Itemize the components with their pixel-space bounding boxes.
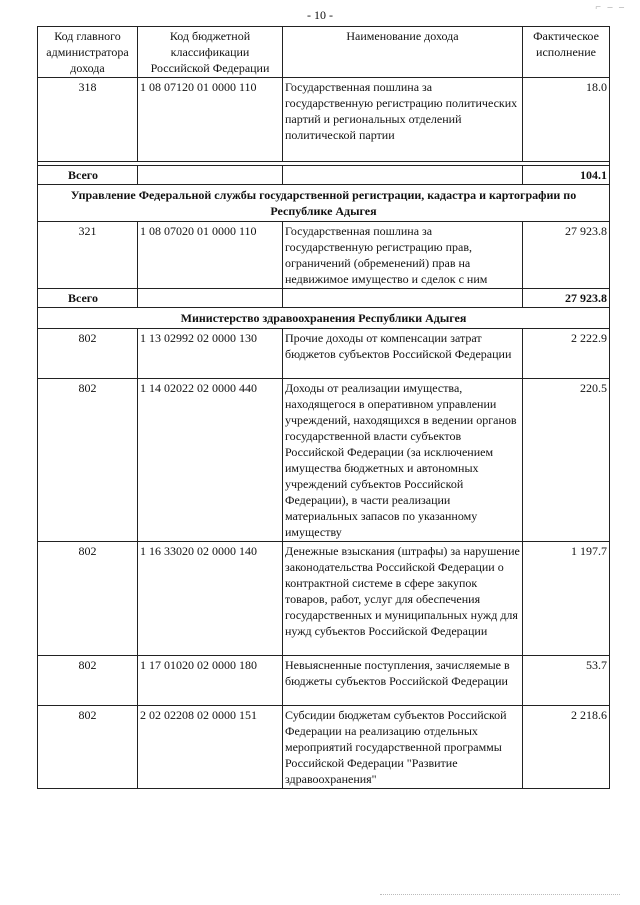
section-heading-row <box>38 185 610 222</box>
section-title: Министерство здравоохранения Республики Адыгея <box>38 308 610 329</box>
table-row <box>38 222 610 289</box>
table-header-row <box>38 27 610 78</box>
header-admin-code: Код главного администратора дохода <box>38 27 138 78</box>
budget-code-cell: 1 17 01020 02 0000 180 <box>138 656 283 706</box>
admin-code-cell: 802 <box>38 379 138 542</box>
budget-code-cell: 1 13 02992 02 0000 130 <box>138 329 283 379</box>
total-row <box>38 289 610 308</box>
admin-code-cell: 802 <box>38 656 138 706</box>
amount-cell: 18.0 <box>523 78 610 162</box>
income-table <box>37 26 610 789</box>
amount-cell: 53.7 <box>523 656 610 706</box>
header-budget-code: Код бюджетной классификации Российской Федерации <box>138 27 283 78</box>
admin-code-cell: 318 <box>38 78 138 162</box>
empty-cell <box>138 289 283 308</box>
admin-code-cell: 321 <box>38 222 138 289</box>
header-actual: Фактическое исполнение <box>523 27 610 78</box>
table-row <box>38 542 610 656</box>
amount-cell: 2 218.6 <box>523 706 610 789</box>
total-label: Всего <box>38 289 138 308</box>
table-row <box>38 379 610 542</box>
empty-cell <box>283 166 523 185</box>
scan-artifact <box>380 894 620 899</box>
total-row <box>38 166 610 185</box>
income-name-cell: Государственная пошлина за государственную регистрацию политических партий и региональных отделений политической партии <box>283 78 523 162</box>
total-label: Всего <box>38 166 138 185</box>
section-heading-row <box>38 308 610 329</box>
budget-code-cell: 1 08 07020 01 0000 110 <box>138 222 283 289</box>
budget-code-cell: 1 08 07120 01 0000 110 <box>138 78 283 162</box>
income-name-cell: Невыясненные поступления, зачисляемые в бюджеты субъектов Российской Федерации <box>283 656 523 706</box>
table-row <box>38 329 610 379</box>
empty-cell <box>283 289 523 308</box>
income-name-cell: Денежные взыскания (штрафы) за нарушение законодательства Российской Федерации о контрактной системе в сфере закупок товаров, работ, услуг для обеспечения государственных и муниципальных нужд для нужд субъектов Российской Федерации <box>283 542 523 656</box>
corner-mark: ⌐ ‒ ‒ <box>595 2 626 13</box>
section-title: Управление Федеральной службы государственной регистрации, кадастра и картографии по Республике Адыгея <box>38 185 610 222</box>
table-row <box>38 706 610 789</box>
header-income-name: Наименование дохода <box>283 27 523 78</box>
amount-cell: 27 923.8 <box>523 222 610 289</box>
empty-cell <box>138 166 283 185</box>
budget-code-cell: 1 14 02022 02 0000 440 <box>138 379 283 542</box>
income-name-cell: Субсидии бюджетам субъектов Российской Федерации на реализацию отдельных мероприятий государственной программы Российской Федерации "Развитие здравоохранения" <box>283 706 523 789</box>
admin-code-cell: 802 <box>38 542 138 656</box>
amount-cell: 1 197.7 <box>523 542 610 656</box>
income-name-cell: Государственная пошлина за государственную регистрацию прав, ограничений (обременений) прав на недвижимое имущество и сделок с ним <box>283 222 523 289</box>
admin-code-cell: 802 <box>38 329 138 379</box>
table-row <box>38 78 610 162</box>
table-row <box>38 656 610 706</box>
income-name-cell: Прочие доходы от компенсации затрат бюджетов субъектов Российской Федерации <box>283 329 523 379</box>
page-number: - 10 - <box>307 8 333 22</box>
total-amount: 27 923.8 <box>523 289 610 308</box>
admin-code-cell: 802 <box>38 706 138 789</box>
total-amount: 104.1 <box>523 166 610 185</box>
amount-cell: 220.5 <box>523 379 610 542</box>
amount-cell: 2 222.9 <box>523 329 610 379</box>
budget-code-cell: 1 16 33020 02 0000 140 <box>138 542 283 656</box>
income-name-cell: Доходы от реализации имущества, находящегося в оперативном управлении учреждений, находящихся в ведении органов государственной власти субъектов Российской Федерации (за исключением имущества бюджетных и автономных учреждений субъектов Российской Федерации), в части реализации материальных запасов по указанному имуществу <box>283 379 523 542</box>
budget-code-cell: 2 02 02208 02 0000 151 <box>138 706 283 789</box>
